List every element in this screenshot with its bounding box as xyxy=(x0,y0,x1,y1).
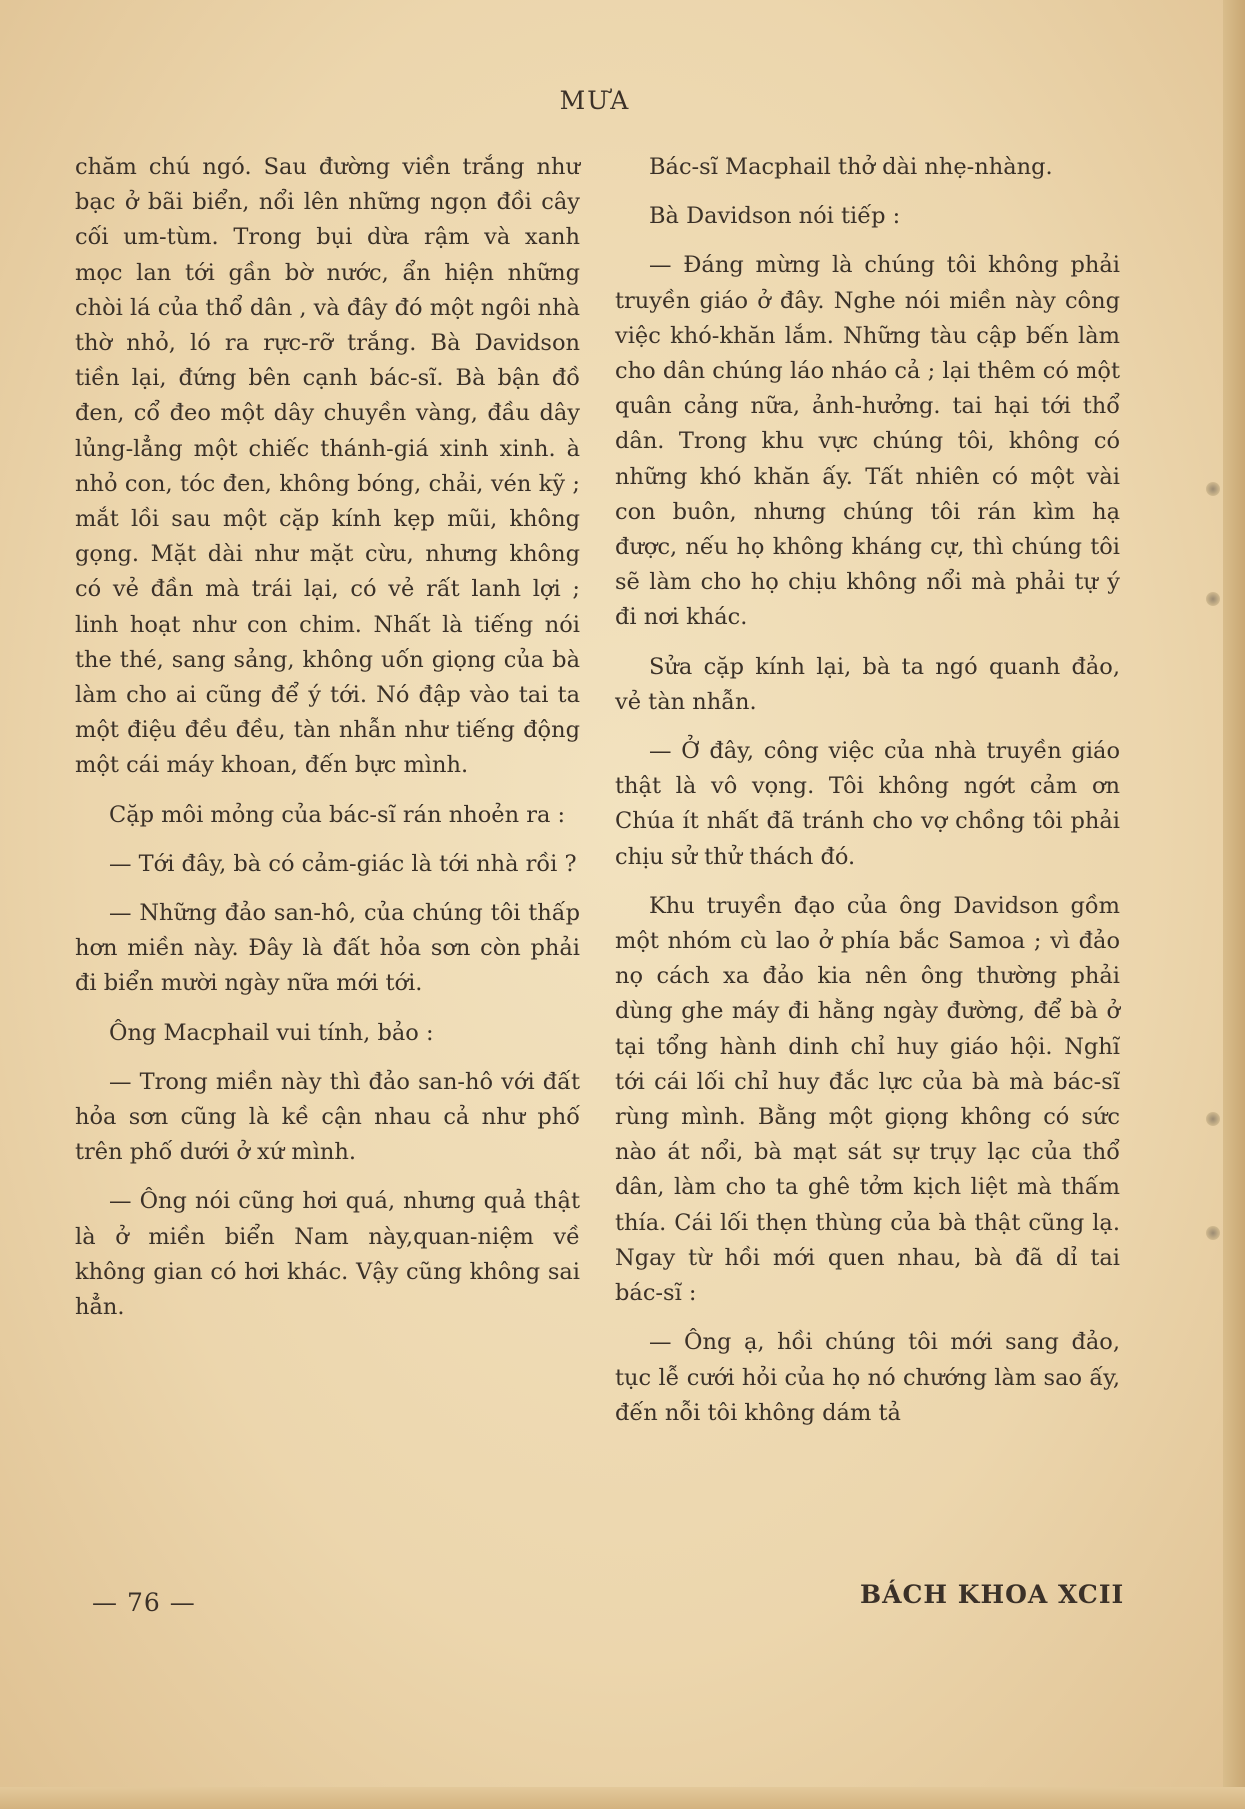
page-number: — 76 — xyxy=(92,1588,196,1617)
paragraph: — Những đảo san-hô, của chúng tôi thấp hơn miền này. Đây là đất hỏa sơn còn phải đi biển mười ngày nữa mới tới. xyxy=(75,900,580,997)
paragraph: Bác-sĩ Macphail thở dài nhẹ-nhàng. xyxy=(649,154,1053,180)
left-column xyxy=(75,150,580,1339)
paragraph: — Đáng mừng là chúng tôi không phải truyền giáo ở đây. Nghe nói miền này công việc khó-khăn lắm. Những tàu cập bến làm cho dân chúng láo nháo cả ; lại thêm có một quân cảng nữa, ảnh-hưởng. tai hại tới thổ dân. Trong khu vực chúng tôi, không có những khó khăn ấy. Tất nhiên có một vài con buôn, nhưng chúng tôi rán kìm hạ được, nếu họ không kháng cự, thì chúng tôi sẽ làm cho họ chịu không nổi mà phải tự ý đi nơi khác. xyxy=(615,252,1120,631)
paragraph: — Trong miền này thì đảo san-hô với đất hỏa sơn cũng là kề cận nhau cả như phố trên phố dưới ở xứ mình. xyxy=(75,1068,580,1166)
paragraph: chăm chú ngó. Sau đường viền trắng như bạc ở bãi biển, nổi lên những ngọn đồi cây cối um-tùm. Trong bụi dừa rậm và xanh mọc lan tới gần bờ nước, ẩn hiện những chòi lá của thổ dân , và đây đó một ngôi nhà thờ nhỏ, ló ra rực-rỡ trắng. Bà Davidson tiền lại, đứng bên cạnh bác-sĩ. Bà bận đồ đen, cổ đeo một dây chuyền vàng, đầu dây lủng-lẳng một chiếc thánh-giá xinh xinh. à nhỏ con, tóc đen, không bóng, chải, vén kỹ ; mắt lồi sau một cặp kính kẹp mũi, không gọng. Mặt dài như mặt cừu, nhưng không có vẻ đần mà trái lại, có vẻ rất lanh lợi ; linh hoạt như con chim. Nhất là tiếng nói the thé, sang sảng, không uốn giọng của bà làm cho ai cũng để ý tới. Nó đập vào tai ta một điệu đều đều, tàn nhẫn như tiếng động một cái máy khoan, đến bực mình. xyxy=(75,154,580,779)
running-head-title: MƯA xyxy=(559,86,631,115)
paragraph: Bà Davidson nói tiếp : xyxy=(649,203,901,230)
paragraph: Cặp môi mỏng của bác-sĩ rán nhoẻn ra : xyxy=(109,801,566,828)
right-column xyxy=(615,150,1120,1445)
binding-hole-mark xyxy=(1206,1226,1220,1240)
publication-name: BÁCH KHOA XCII xyxy=(860,1580,1125,1609)
paragraph: — Ông nói cũng hơi quá, nhưng quả thật là ở miền biển Nam này,quan-niệm về không gian có hơi khác. Vậy cũng không sai hẳn. xyxy=(75,1188,580,1321)
binding-hole-mark xyxy=(1206,592,1220,606)
paragraph: — Ở đây, công việc của nhà truyền giáo thật là vô vọng. Tôi không ngớt cảm ơn Chúa ít nhất đã tránh cho vợ chồng tôi phải chịu sử thử thách đó. xyxy=(615,738,1120,870)
page-edge-right xyxy=(1223,0,1245,1809)
binding-hole-mark xyxy=(1206,1112,1220,1126)
paragraph: Khu truyền đạo của ông Davidson gồm một nhóm cù lao ở phía bắc Samoa ; vì đảo nọ cách xa đảo kia nên ông thường phải dùng ghe máy đi hằng ngày đường, để bà ở tại tổng hành dinh chỉ huy giáo hội. Nghĩ tới cái lối chỉ huy đắc lực của bà mà bác-sĩ rùng mình. Bằng một giọng không có sức nào át nổi, bà mạt sát sự trụy lạc của thổ dân, làm cho ta ghê tởm kịch liệt mà thấm thía. Cái lối thẹn thùng của bà thật cũng lạ. Ngay từ hồi mới quen nhau, bà đã dỉ tai bác-sĩ : xyxy=(615,892,1120,1307)
paragraph: — Ông ạ, hồi chúng tôi mới sang đảo, tục lễ cưới hỏi của họ nó chướng làm sao ấy, đến nỗi tôi không dám tả xyxy=(615,1329,1120,1426)
page-edge-bottom xyxy=(0,1787,1245,1809)
paragraph: — Tới đây, bà có cảm-giác là tới nhà rồi ? xyxy=(109,850,577,877)
paragraph: Ông Macphail vui tính, bảo : xyxy=(109,1019,434,1046)
binding-hole-mark xyxy=(1206,482,1220,496)
paragraph: Sửa cặp kính lại, bà ta ngó quanh đảo, vẻ tàn nhẫn. xyxy=(615,653,1120,715)
